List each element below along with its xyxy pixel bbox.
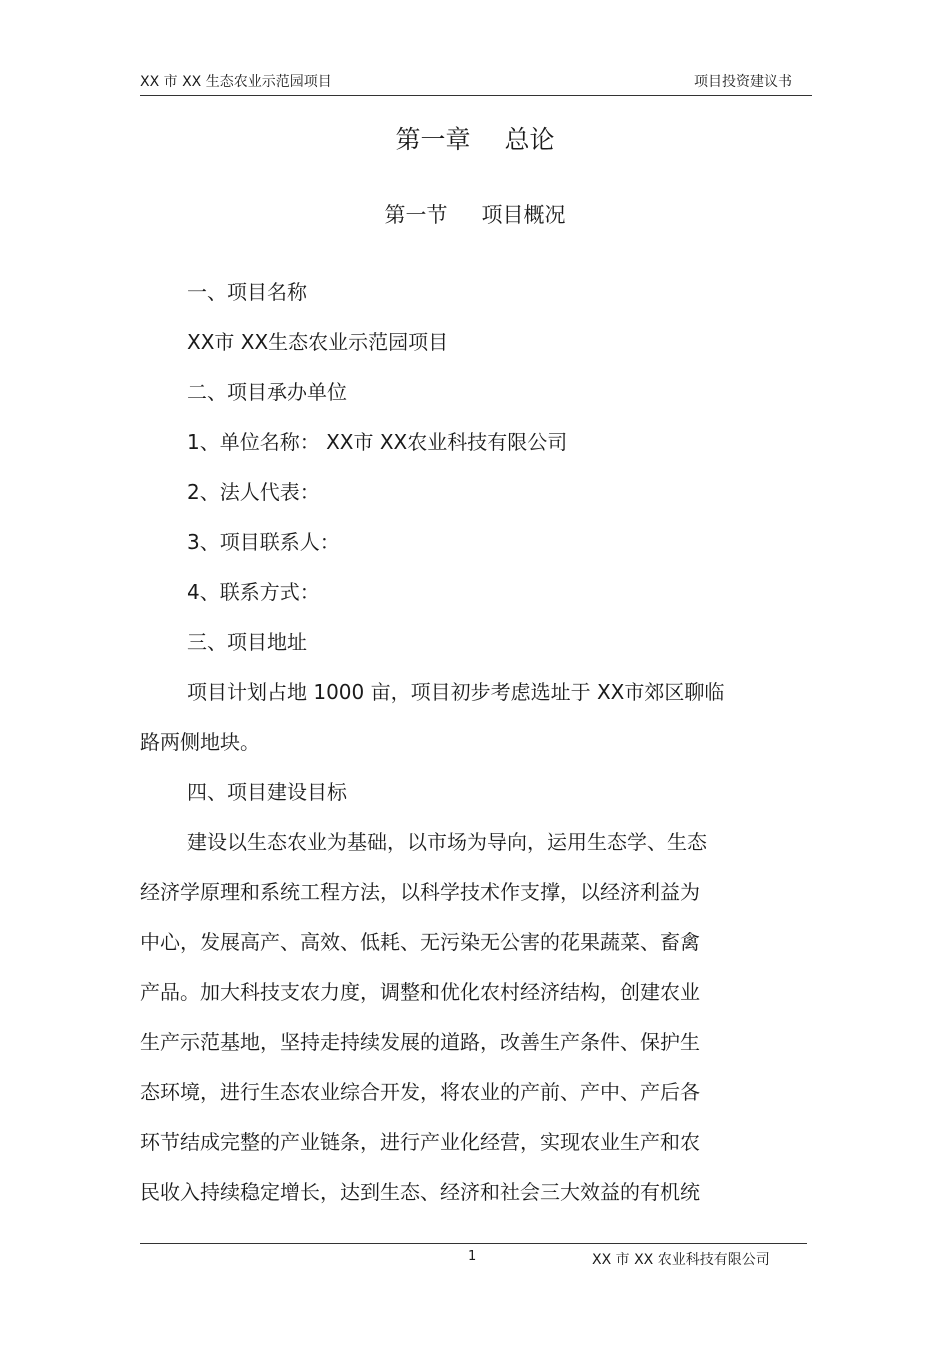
project-contact: 3、项目联系人： (187, 530, 340, 554)
section-title: 项目概况 (481, 203, 566, 227)
organizer-name: 1、单位名称： XX市 XX农业科技有限公司 (187, 430, 568, 454)
heading-project-address: 三、项目地址 (187, 630, 307, 654)
section-heading (0, 199, 950, 231)
address-paragraph-line: 项目计划占地 1000 亩，项目初步考虑选址于 XX市郊区聊临 (187, 680, 725, 704)
goals-paragraph-line: 环节结成完整的产业链条，进行产业化经营，实现农业生产和农 (140, 1130, 700, 1154)
contact-method: 4、联系方式： (187, 580, 320, 604)
page-number: 1 (468, 1249, 477, 1264)
footer-divider (140, 1243, 807, 1244)
goals-paragraph-line: 经济学原理和系统工程方法，以科学技术作支撑，以经济利益为 (140, 880, 700, 904)
goals-paragraph-line: 生产示范基地，坚持走持续发展的道路，改善生产条件、保护生 (140, 1030, 700, 1054)
header-divider (140, 95, 812, 96)
chapter-label: 第一章 (395, 125, 471, 154)
goals-paragraph-line: 建设以生态农业为基础，以市场为导向，运用生态学、生态 (187, 830, 707, 854)
goals-paragraph-line: 民收入持续稳定增长，达到生态、经济和社会三大效益的有机统 (140, 1180, 700, 1204)
header-document-type: 项目投资建议书 (694, 74, 792, 90)
project-name-value: XX市 XX生态农业示范园项目 (187, 330, 449, 354)
heading-project-name: 一、项目名称 (187, 280, 307, 304)
header-project-title: XX 市 XX 生态农业示范园项目 (140, 74, 332, 90)
goals-paragraph-line: 中心，发展高产、高效、低耗、无污染无公害的花果蔬菜、畜禽 (140, 930, 700, 954)
address-paragraph-line: 路两侧地块。 (140, 730, 260, 754)
chapter-heading (0, 122, 950, 158)
chapter-title: 总论 (504, 125, 555, 154)
goals-paragraph-line: 态环境，进行生态农业综合开发，将农业的产前、产中、产后各 (140, 1080, 700, 1104)
section-label: 第一节 (384, 203, 448, 227)
page-header (140, 72, 812, 94)
heading-organizer: 二、项目承办单位 (187, 380, 347, 404)
heading-construction-goals: 四、项目建设目标 (187, 780, 347, 804)
goals-paragraph-line: 产品。加大科技支农力度，调整和优化农村经济结构，创建农业 (140, 980, 700, 1004)
legal-representative: 2、法人代表： (187, 480, 320, 504)
footer-company-name: XX 市 XX 农业科技有限公司 (592, 1252, 770, 1268)
